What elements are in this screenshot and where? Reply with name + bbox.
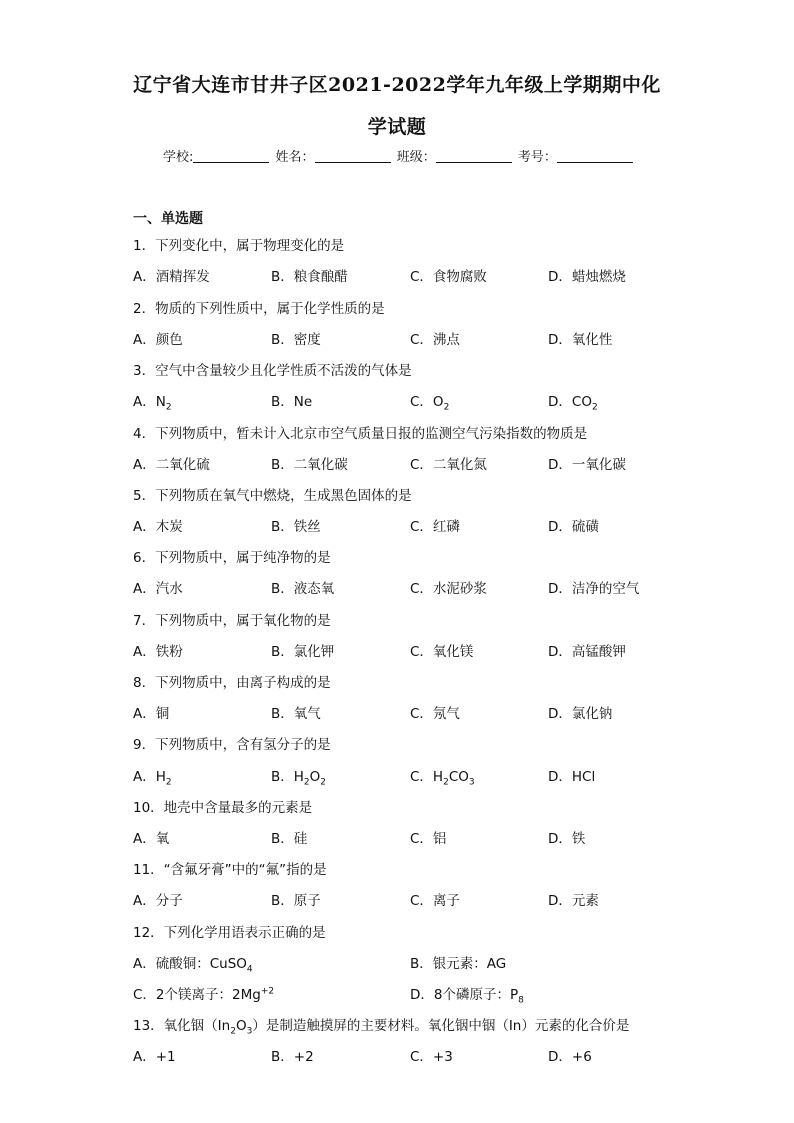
option-c	[410, 765, 475, 788]
question-stem: 6．下列物质中，属于纯净物的是	[133, 550, 331, 566]
option-c-text: C．H	[410, 769, 444, 785]
stem-part: 13．氧化铟（In	[133, 1018, 231, 1034]
option-b: B．氯化钾	[271, 644, 335, 660]
question-stem: 2．物质的下列性质中，属于化学性质的是	[133, 301, 385, 317]
option-a	[133, 390, 172, 413]
option-a: A．铁粉	[133, 644, 183, 660]
option-c	[410, 390, 449, 413]
question-stem: 11．“含氟牙膏”中的“氟”指的是	[133, 862, 327, 878]
option-b: B．+2	[271, 1049, 314, 1065]
option-c: C．铝	[410, 831, 447, 847]
number-blank[interactable]	[557, 149, 633, 163]
option-b: B．粮食酿醋	[271, 269, 348, 285]
option-a: A．酒精挥发	[133, 269, 210, 285]
option-d: D．元素	[548, 893, 599, 909]
subscript: 2	[591, 402, 598, 413]
option-a-text: A．硫酸铜：CuSO	[133, 956, 247, 972]
option-b-text: B．H	[271, 769, 304, 785]
option-d: D．+6	[548, 1049, 592, 1065]
option-c: C．氧化镁	[410, 644, 474, 660]
option-d	[548, 390, 598, 413]
option-a: A．汽水	[133, 581, 183, 597]
option-d: D．一氧化碳	[548, 457, 626, 473]
subscript: 2	[443, 402, 450, 413]
stem-part: O	[235, 1018, 247, 1034]
option-d: D．高锰酸钾	[548, 644, 626, 660]
school-blank[interactable]	[193, 149, 269, 163]
option-d-text: D．CO	[548, 394, 592, 410]
question-stem: 10．地壳中含量最多的元素是	[133, 800, 313, 816]
question-stem: 9．下列物质中，含有氢分子的是	[133, 737, 331, 753]
option-a: A．木炭	[133, 519, 183, 535]
question-stem: 4．下列物质中，暂未计入北京市空气质量日报的监测空气污染指数的物质是	[133, 426, 588, 442]
option-d: D．蜡烛燃烧	[548, 269, 626, 285]
superscript: +2	[260, 986, 275, 997]
option-a: A．颜色	[133, 332, 183, 348]
subscript: 2	[165, 777, 172, 788]
option-d: D．氯化钠	[548, 706, 613, 722]
class-label: 班级：	[396, 150, 436, 165]
subscript: 2	[230, 1026, 236, 1037]
option-c: C．水泥砂浆	[410, 581, 487, 597]
question-stem: 3．空气中含量较少且化学性质不活泼的气体是	[133, 363, 412, 379]
option-b: B．二氧化碳	[271, 457, 348, 473]
option-a: A．二氧化硫	[133, 457, 210, 473]
option-b: B．密度	[271, 332, 321, 348]
option-a: A．氧	[133, 831, 170, 847]
option-c: C．沸点	[410, 332, 460, 348]
formula-o: O	[309, 769, 321, 785]
question-stem: 8．下列物质中，由离子构成的是	[133, 675, 331, 691]
option-c: C．氖气	[410, 706, 460, 722]
option-c: C．食物腐败	[410, 269, 487, 285]
subscript: 3	[468, 777, 475, 788]
option-a: A．分子	[133, 893, 183, 909]
option-d: D．铁	[548, 831, 586, 847]
question-stem: 1．下列变化中，属于物理变化的是	[133, 238, 345, 254]
subscript: 2	[165, 402, 172, 413]
option-a: A．铜	[133, 706, 170, 722]
subscript: 2	[443, 777, 449, 788]
class-blank[interactable]	[436, 149, 512, 163]
option-c: C．+3	[410, 1049, 453, 1065]
page-title: 辽宁省大连市甘井子区2021-2022学年九年级上学期期中化	[133, 74, 661, 96]
option-c	[133, 983, 274, 1003]
subscript: 2	[303, 777, 310, 788]
option-c-text: C．2个镁离子：2Mg	[133, 987, 261, 1003]
name-blank[interactable]	[315, 149, 391, 163]
name-label: 姓名：	[275, 150, 315, 165]
option-b: B．Ne	[271, 394, 313, 410]
option-b: B．铁丝	[271, 519, 321, 535]
option-d: D．洁净的空气	[548, 581, 640, 597]
student-info-line	[163, 146, 635, 165]
stem-part: ）是制造触摸屏的主要材料。氧化铟中铟（In）元素的化合价是	[252, 1018, 630, 1034]
subscript: 2	[320, 777, 327, 788]
option-b: B．硅	[271, 831, 308, 847]
option-a	[133, 765, 172, 788]
question-stem: 12．下列化学用语表示正确的是	[133, 925, 326, 941]
option-b	[271, 765, 326, 788]
question-stem: 7．下列物质中，属于氧化物的是	[133, 613, 331, 629]
subscript: 4	[246, 964, 253, 975]
subscript: 8	[518, 995, 524, 1006]
option-a-text: A．N	[133, 394, 166, 410]
section-heading: 一、单选题	[133, 211, 203, 227]
subscript: 3	[246, 1026, 253, 1037]
option-b: B．原子	[271, 893, 321, 909]
option-d: D．氧化性	[548, 332, 613, 348]
question-stem: 5．下列物质在氧气中燃烧，生成黑色固体的是	[133, 488, 412, 504]
school-label: 学校:	[163, 150, 194, 165]
option-c: C．离子	[410, 893, 460, 909]
option-a-text: A．H	[133, 769, 166, 785]
option-b: B．氧气	[271, 706, 321, 722]
option-a: A．+1	[133, 1049, 176, 1065]
option-d: D．HCl	[548, 769, 596, 785]
option-d-text: D．8个磷原子：P	[410, 987, 519, 1003]
option-b: B．银元素：AG	[410, 956, 507, 972]
option-d: D．硫磺	[548, 519, 599, 535]
question-stem	[133, 1014, 629, 1037]
option-c-text: C．O	[410, 394, 444, 410]
formula-co: CO	[448, 769, 469, 785]
page-title-continued: 学试题	[367, 116, 427, 138]
number-label: 考号：	[517, 150, 557, 165]
option-c: C．红磷	[410, 519, 460, 535]
option-d	[410, 983, 524, 1006]
option-b: B．液态氧	[271, 581, 335, 597]
option-a	[133, 952, 253, 975]
option-c: C．二氧化氮	[410, 457, 487, 473]
